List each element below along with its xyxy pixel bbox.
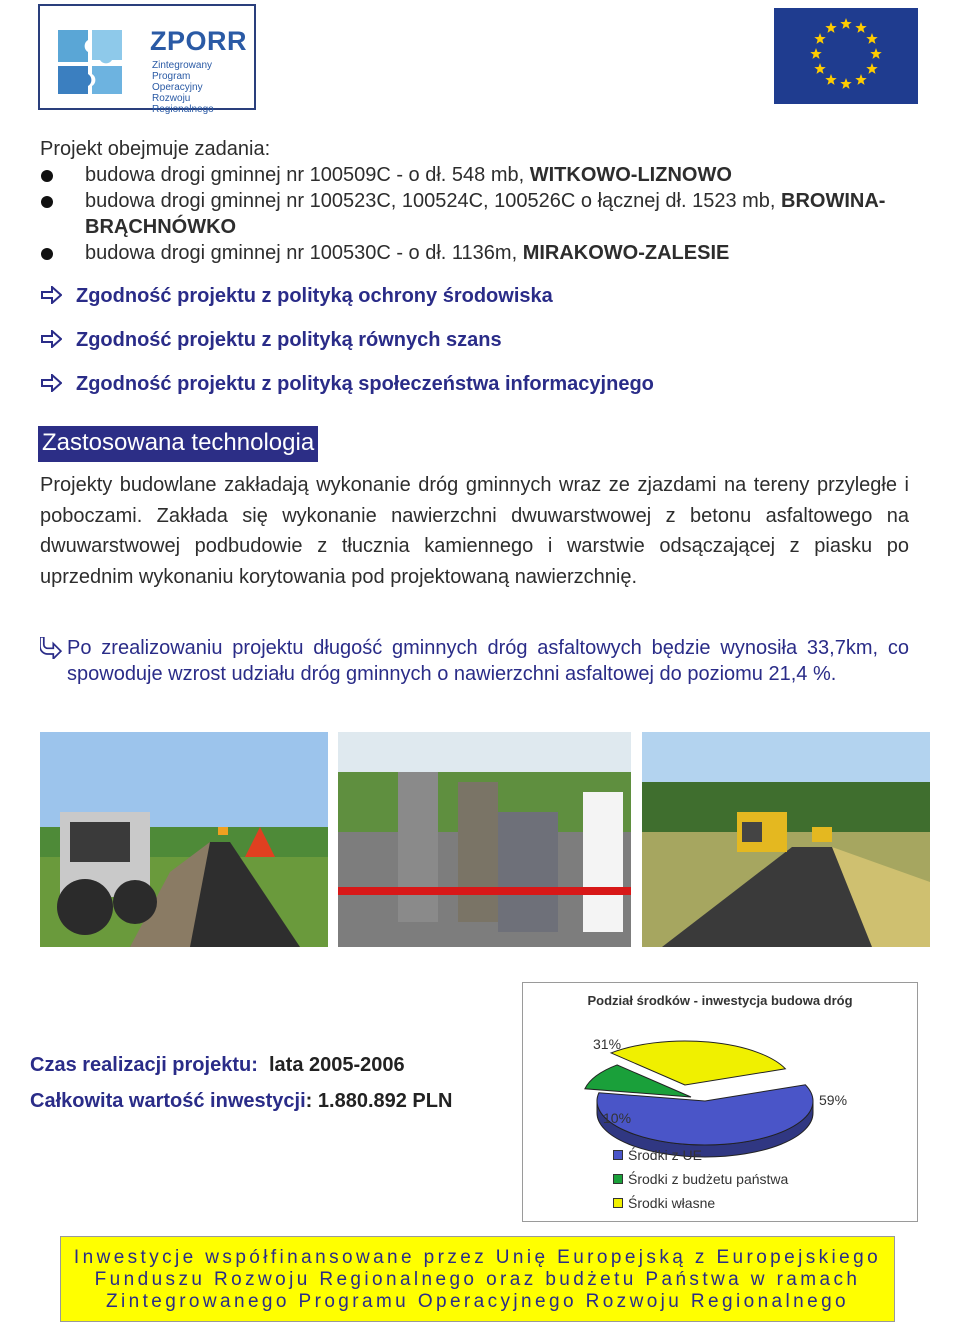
star-icon xyxy=(866,33,877,44)
funding-pie-chart xyxy=(522,982,918,1222)
footer-line: Funduszu Rozwoju Regionalnego oraz budżetu Państwa w ramach xyxy=(94,1269,861,1290)
bullet-icon xyxy=(41,248,53,260)
tasks-section xyxy=(40,136,960,266)
pie-data-label: 31% xyxy=(593,1036,622,1052)
legend-swatch xyxy=(613,1150,623,1160)
technology-heading: Zastosowana technologia xyxy=(38,426,318,462)
result-statement: Po zrealizowaniu projektu długość gminnych dróg asfaltowych będzie wynosiła 33,7km, co spowoduje wzrost udziału dróg gminnych o nawierzchni asfaltowej do poziomu 21,4 %. xyxy=(40,635,909,687)
eu-flag xyxy=(774,8,918,104)
star-icon xyxy=(840,78,851,89)
star-icon xyxy=(810,48,821,59)
star-icon xyxy=(870,48,881,59)
tasks-heading: Projekt obejmuje zadania: xyxy=(40,138,271,160)
policy-environment: Zgodność projektu z polityką ochrony środowiska xyxy=(40,285,553,308)
list-item: budowa drogi gminnej nr 100509C - o dł. 548 mb, WITKOWO-LIZNOWO xyxy=(40,162,960,188)
photo-road-roller xyxy=(40,732,328,947)
legend-swatch xyxy=(613,1174,623,1184)
arrow-right-icon xyxy=(40,374,62,392)
value-amount: 1.880.892 PLN xyxy=(317,1090,453,1112)
footer-line: Inwestycje współfinansowane przez Unię Europejską z Europejskiego xyxy=(73,1247,882,1268)
value-label: Całkowita wartość inwestycji xyxy=(30,1090,306,1112)
list-item: budowa drogi gminnej nr 100523C, 100524C, 100526C o łącznej dł. 1523 mb, BROWINA-BRĄCHNÓWKO xyxy=(40,188,960,240)
star-icon xyxy=(840,18,851,29)
investment-value: Całkowita wartość inwestycji: 1.880.892 PLN xyxy=(30,1090,453,1112)
bullet-icon xyxy=(41,170,53,182)
policy-information-society: Zgodność projektu z polityką społeczeństwa informacyjnego xyxy=(40,373,654,396)
arrow-right-icon xyxy=(40,286,62,304)
legend-item: Środki z budżetu państwa xyxy=(613,1167,788,1191)
arrow-right-icon xyxy=(40,330,62,348)
footer-line: Zintegrowanego Programu Operacyjnego Rozwoju Regionalnego xyxy=(105,1291,850,1312)
star-icon xyxy=(825,74,836,85)
puzzle-icon xyxy=(52,20,144,98)
list-item: budowa drogi gminnej nr 100530C - o dł. 1136m, MIRAKOWO-ZALESIE xyxy=(40,240,960,266)
pie-data-label: 59% xyxy=(819,1092,848,1108)
technology-body: Projekty budowlane zakładają wykonanie dróg gminnych wraz ze zjazdami na tereny przyległe i poboczami. Zakłada się wykonanie nawierzchni dwuwarstwowej z betonu asfaltowego na dwuwarstwowej podbudowie z tłucznia kamiennego i warstwie odsączającej z piasku po uprzednim wykonaniu korytowania pod projektowaną nawierzchnię. xyxy=(40,474,909,588)
chart-title: Podział środków - inwestycja budowa dróg xyxy=(587,993,853,1008)
task-list xyxy=(40,162,960,266)
star-icon xyxy=(814,33,825,44)
legend-item: Środki własne xyxy=(613,1191,788,1215)
photo-road-construction xyxy=(642,732,930,947)
logo-subtitle: Zintegrowany Program Operacyjny Rozwoju Regionalnego xyxy=(152,60,214,115)
chart-legend xyxy=(613,1143,788,1215)
duration-value: lata 2005-2006 xyxy=(269,1054,405,1076)
zporr-logo xyxy=(38,4,256,115)
policy-equal-chances: Zgodność projektu z polityką równych szans xyxy=(40,329,502,352)
logo-title: ZPORR xyxy=(150,26,247,56)
photo-ribbon-cutting xyxy=(338,732,631,947)
star-icon xyxy=(855,22,866,33)
star-icon xyxy=(814,63,825,74)
duration-label: Czas realizacji projektu: xyxy=(30,1054,258,1076)
star-icon xyxy=(866,63,877,74)
bullet-icon xyxy=(41,196,53,208)
legend-swatch xyxy=(613,1198,623,1208)
star-icon xyxy=(855,74,866,85)
star-icon xyxy=(825,22,836,33)
legend-item: Środki z UE xyxy=(613,1143,788,1167)
eu-stars-icon xyxy=(774,8,918,104)
curved-arrow-icon xyxy=(40,637,64,659)
cofinancing-footer xyxy=(60,1236,895,1322)
pie-data-label: 10% xyxy=(603,1110,632,1126)
project-duration xyxy=(30,1054,405,1077)
